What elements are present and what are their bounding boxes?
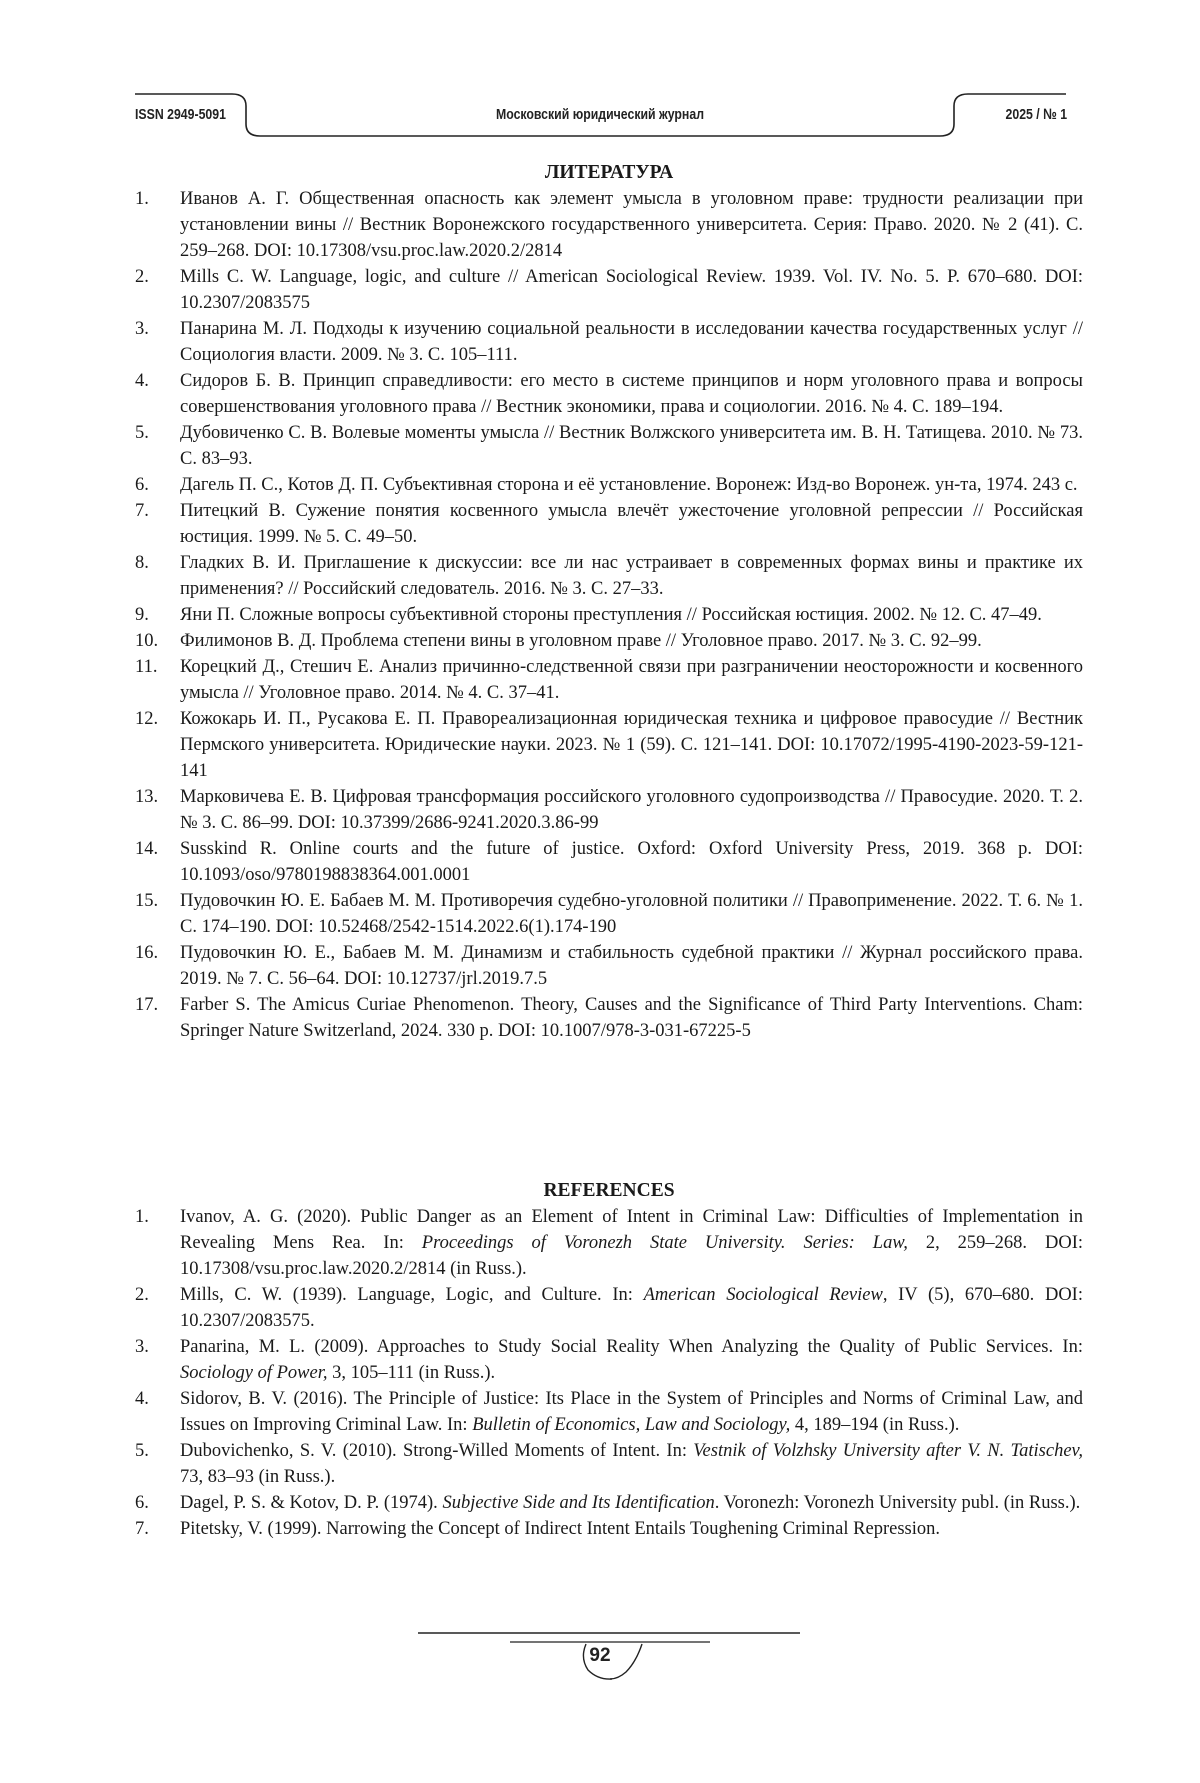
page-header [0, 0, 1200, 150]
entry-number: 14. [135, 836, 158, 862]
literature-item [135, 888, 1083, 940]
literature-item [135, 472, 1083, 498]
entry-text: Питецкий В. Сужение понятия косвенного умысла влечёт ужесточение уголовной репрессии // Российская юстиция. 1999. № 5. С. 49–50. [180, 498, 1083, 550]
literature-item [135, 654, 1083, 706]
entry-number: 17. [135, 992, 158, 1018]
entry-number: 15. [135, 888, 158, 914]
entry-text-end: . Voronezh: Voronezh University publ. (in Russ.). [715, 1493, 1081, 1513]
entry-number: 9. [135, 602, 149, 628]
literature-item [135, 940, 1083, 992]
literature-title: ЛИТЕРАТУРА [135, 160, 1083, 186]
entry-number: 11. [135, 654, 157, 680]
header-journal-title: Московский юридический журнал [108, 106, 1092, 123]
entry-text-start: Mills, C. W. (1939). Language, Logic, and Culture. In: [180, 1285, 644, 1305]
page-footer [0, 1620, 1200, 1720]
entry-text-start: Ivanov, A. G. (2020). Public Danger as an Element of Intent in Criminal Law: Difficulties of Implementation in Revealing Mens Rea. In: [180, 1207, 1083, 1253]
reference-item [135, 1282, 1083, 1334]
references-list [135, 1204, 1083, 1542]
entry-text: Иванов А. Г. Общественная опасность как элемент умысла в уголовном праве: трудности реализации при установлении вины // Вестник Воронежского государственного университета. Серия: Право. 2020. № 2 (41). С. 259–268. DOI: 10.17308/vsu.proc.law.2020.2/2814 [180, 186, 1083, 264]
entry-source-title: Vestnik of Volzhsky University after V. N. Tatischev, [693, 1441, 1083, 1461]
literature-item [135, 498, 1083, 550]
literature-item [135, 420, 1083, 472]
entry-number: 1. [135, 1204, 149, 1230]
entry-text: Панарина М. Л. Подходы к изучению социальной реальности в исследовании качества государственных услуг // Социология власти. 2009. № 3. С. 105–111. [180, 316, 1083, 368]
entry-text-end: 73, 83–93 (in Russ.). [180, 1467, 335, 1487]
entry-text [180, 1438, 1083, 1490]
entry-text-end: 2, 259–268. DOI: 10.17308/vsu.proc.law.2020.2/2814 (in Russ.). [180, 1233, 1083, 1279]
entry-number: 16. [135, 940, 158, 966]
literature-item [135, 628, 1083, 654]
literature-section [135, 160, 1083, 1044]
entry-text [180, 1334, 1083, 1386]
entry-number: 4. [135, 1386, 149, 1412]
reference-item [135, 1490, 1083, 1516]
entry-text: Дагель П. С., Котов Д. П. Субъективная сторона и её установление. Воронеж: Изд-во Воронеж. ун-та, 1974. 243 с. [180, 472, 1083, 498]
literature-item [135, 550, 1083, 602]
entry-number: 8. [135, 550, 149, 576]
entry-text: Пудовочкин Ю. Е., Бабаев М. М. Динамизм и стабильность судебной практики // Журнал российского права. 2019. № 7. С. 56–64. DOI: 10.12737/jrl.2019.7.5 [180, 940, 1083, 992]
page-number: 92 [0, 1645, 1200, 1667]
entry-source-title: Bulletin of Economics, Law and Sociology, [472, 1415, 790, 1435]
header-issue: 2025 / № 1 [1005, 106, 1067, 123]
references-title: REFERENCES [135, 1178, 1083, 1204]
entry-text-start: Pitetsky, V. (1999). Narrowing the Concept of Indirect Intent Entails Toughening Criminal Repression. [180, 1519, 940, 1539]
entry-number: 1. [135, 186, 149, 212]
entry-source-title: Sociology of Power, [180, 1363, 327, 1383]
entry-number: 10. [135, 628, 158, 654]
entry-text-start: Panarina, M. L. (2009). Approaches to Study Social Reality When Analyzing the Quality of Public Services. In: [180, 1337, 1083, 1357]
entry-text: Гладких В. И. Приглашение к дискуссии: все ли нас устраивает в современных формах вины и практике их применения? // Российский следователь. 2016. № 3. С. 27–33. [180, 550, 1083, 602]
entry-number: 2. [135, 264, 149, 290]
entry-text-start: Dagel, P. S. & Kotov, D. P. (1974). [180, 1493, 442, 1513]
references-section [135, 1178, 1083, 1542]
entry-text [180, 1282, 1083, 1334]
entry-text [180, 1516, 1083, 1542]
entry-text: Farber S. The Amicus Curiae Phenomenon. Theory, Causes and the Significance of Third Party Interventions. Cham: Springer Nature Switzerland, 2024. 330 p. DOI: 10.1007/978-3-031-67225-5 [180, 992, 1083, 1044]
entry-text: Кожокарь И. П., Русакова Е. П. Правореализационная юридическая техника и цифровое правосудие // Вестник Пермского университета. Юридические науки. 2023. № 1 (59). С. 121–141. DOI: 10.17072/1995-4190-2023-59-121-141 [180, 706, 1083, 784]
entry-text: Пудовочкин Ю. Е. Бабаев М. М. Противоречия судебно-уголовной политики // Правоприменение. 2022. Т. 6. № 1. С. 174–190. DOI: 10.52468/2542-1514.2022.6(1).174-190 [180, 888, 1083, 940]
header-issn: ISSN 2949-5091 [135, 106, 226, 123]
entry-text-start: Sidorov, B. V. (2016). The Principle of Justice: Its Place in the System of Principles and Norms of Criminal Law, and Issues on Improving Criminal Law. In: [180, 1389, 1083, 1435]
entry-text-start: Dubovichenko, S. V. (2010). Strong-Willed Moments of Intent. In: [180, 1441, 693, 1461]
entry-number: 3. [135, 316, 149, 342]
entry-text: Филимонов В. Д. Проблема степени вины в уголовном праве // Уголовное право. 2017. № 3. С. 92–99. [180, 628, 1083, 654]
entry-number: 6. [135, 472, 149, 498]
entry-text [180, 1490, 1083, 1516]
literature-item [135, 992, 1083, 1044]
reference-item [135, 1334, 1083, 1386]
literature-item [135, 316, 1083, 368]
reference-item [135, 1516, 1083, 1542]
literature-item [135, 602, 1083, 628]
reference-item [135, 1438, 1083, 1490]
entry-text [180, 1386, 1083, 1438]
reference-item [135, 1204, 1083, 1282]
literature-item [135, 836, 1083, 888]
entry-text: Susskind R. Online courts and the future of justice. Oxford: Oxford University Press, 2019. 368 p. DOI: 10.1093/oso/9780198838364.001.0001 [180, 836, 1083, 888]
entry-source-title: Subjective Side and Its Identification [442, 1493, 714, 1513]
entry-number: 7. [135, 498, 149, 524]
literature-item [135, 784, 1083, 836]
entry-text: Яни П. Сложные вопросы субъективной стороны преступления // Российская юстиция. 2002. № 12. С. 47–49. [180, 602, 1083, 628]
entry-text [180, 1204, 1083, 1282]
entry-number: 2. [135, 1282, 149, 1308]
entry-source-title: Proceedings of Voronezh State University. Series: Law, [422, 1233, 908, 1253]
entry-number: 7. [135, 1516, 149, 1542]
footer-frame [0, 1620, 1200, 1720]
entry-number: 13. [135, 784, 158, 810]
literature-item [135, 186, 1083, 264]
entry-text: Корецкий Д., Стешич Е. Анализ причинно-следственной связи при разграничении неосторожности и косвенного умысла // Уголовное право. 2014. № 4. С. 37–41. [180, 654, 1083, 706]
literature-item [135, 706, 1083, 784]
reference-item [135, 1386, 1083, 1438]
entry-text-end: 4, 189–194 (in Russ.). [790, 1415, 959, 1435]
entry-source-title: American Sociological Review [644, 1285, 883, 1305]
entry-text-end: , IV (5), 670–680. DOI: 10.2307/2083575. [180, 1285, 1083, 1331]
literature-item [135, 264, 1083, 316]
entry-number: 3. [135, 1334, 149, 1360]
entry-text: Сидоров Б. В. Принцип справедливости: его место в системе принципов и норм уголовного права и вопросы совершенствования уголовного права // Вестник экономики, права и социологии. 2016. № 4. С. 189–194. [180, 368, 1083, 420]
literature-item [135, 368, 1083, 420]
entry-number: 6. [135, 1490, 149, 1516]
entry-number: 5. [135, 1438, 149, 1464]
entry-text: Дубовиченко С. В. Волевые моменты умысла // Вестник Волжского университета им. В. Н. Татищева. 2010. № 73. С. 83–93. [180, 420, 1083, 472]
literature-list [135, 186, 1083, 1044]
entry-number: 12. [135, 706, 158, 732]
entry-number: 4. [135, 368, 149, 394]
entry-text: Марковичева Е. В. Цифровая трансформация российского уголовного судопроизводства // Правосудие. 2020. Т. 2. № 3. С. 86–99. DOI: 10.37399/2686-9241.2020.3.86-99 [180, 784, 1083, 836]
entry-text-end: 3, 105–111 (in Russ.). [327, 1363, 495, 1383]
header-frame [0, 0, 1200, 150]
entry-number: 5. [135, 420, 149, 446]
entry-text: Mills C. W. Language, logic, and culture // American Sociological Review. 1939. Vol. IV. No. 5. P. 670–680. DOI: 10.2307/2083575 [180, 264, 1083, 316]
